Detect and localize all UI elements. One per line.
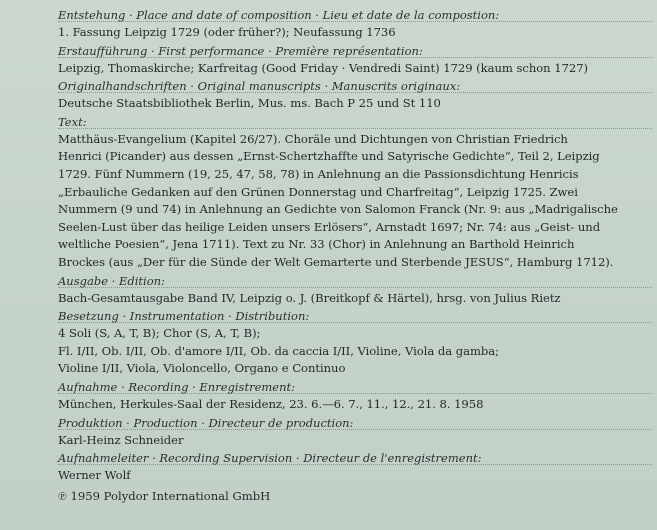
section-heading: Erstaufführung · First performance · Première représentation: (58, 42, 652, 60)
section-text: München, Herkules-Saal der Residenz, 23. 6.—6. 7., 11., 12., 21. 8. 1958 (58, 396, 484, 411)
section-recording-supervision (58, 449, 652, 485)
section-text-line: Henrici (Picander) aus dessen „Ernst-Schertzhaffte und Satyrische Gedichte“, Teil 2, Leipzig (58, 149, 600, 164)
section-text: 1. Fassung Leipzig 1729 (oder früher?); Neufassung 1736 (58, 25, 396, 39)
section-text-line: „Erbauliche Gedanken auf den Grünen Donnerstag und Charfreitag“, Leipzig 1725. Zwei (58, 184, 578, 199)
section-heading: Ausgabe · Edition: (58, 272, 652, 290)
section-text: Deutsche Staatsbibliothek Berlin, Mus. ms. Bach P 25 und St 110 (58, 96, 441, 111)
section-text: Leipzig, Thomaskirche; Karfreitag (Good Friday · Vendredi Saint) 1729 (kaum schon 1727) (58, 60, 588, 75)
section-heading: Aufnahmeleiter · Recording Supervision · Directeur de l'enregistrement: (58, 449, 652, 467)
section-text-line: 1729. Fünf Nummern (19, 25, 47, 58, 78) in Anlehnung an die Passionsdichtung Henricis (58, 166, 579, 181)
liner-notes-credits (58, 6, 652, 505)
section-heading: Text: (58, 113, 652, 131)
section-recording (58, 378, 652, 414)
section-instrumentation (58, 307, 652, 378)
section-text-line: Seelen-Lust über das heilige Leiden unsers Erlösers“, Arnstadt 1697; Nr. 74: aus „Geist- und (58, 219, 601, 234)
section-text-line: Matthäus-Evangelium (Kapitel 26/27). Choräle und Dichtungen von Christian Friedrich (58, 131, 568, 146)
section-text-source (58, 113, 652, 272)
section-text-line: Nummern (9 und 74) in Anlehnung an Gedichte von Salomon Franck (Nr. 9: aus „Madrigalische (58, 202, 618, 217)
section-text-line: 4 Soli (S, A, T, B); Chor (S, A, T, B); (58, 326, 261, 341)
section-text-line: weltliche Poesien“, Jena 1711). Text zu Nr. 33 (Chor) in Anlehnung an Barthold Heinrich (58, 237, 575, 252)
section-first-performance (58, 42, 652, 78)
section-edition (58, 272, 652, 308)
copyright-notice: ℗ 1959 Polydor International GmbH (58, 488, 271, 503)
section-heading: Originalhandschriften · Original manuscripts · Manuscrits originaux: (58, 77, 652, 95)
section-text-line: Violine I/II, Viola, Violoncello, Organo e Continuo (58, 361, 346, 376)
section-text-line: Brockes (aus „Der für die Sünde der Welt Gemarterte und Sterbende JESUS“, Hamburg 1712). (58, 254, 614, 269)
section-original-manuscripts (58, 77, 652, 113)
section-heading: Entstehung · Place and date of composition · Lieu et date de la compostion: (58, 6, 652, 24)
section-heading: Produktion · Production · Directeur de production: (58, 414, 652, 432)
section-text-line: Fl. I/II, Ob. I/II, Ob. d'amore I/II, Ob. da caccia I/II, Violine, Viola da gamba; (58, 343, 499, 358)
section-production (58, 414, 652, 450)
section-heading: Besetzung · Instrumentation · Distribution: (58, 307, 652, 325)
section-composition (58, 6, 652, 42)
section-text: Karl-Heinz Schneider (58, 432, 184, 447)
section-heading: Aufnahme · Recording · Enregistrement: (58, 378, 652, 396)
section-text: Werner Wolf (58, 468, 131, 483)
section-text: Bach-Gesamtausgabe Band IV, Leipzig o. J. (Breitkopf & Härtel), hrsg. von Julius Rietz (58, 290, 561, 305)
